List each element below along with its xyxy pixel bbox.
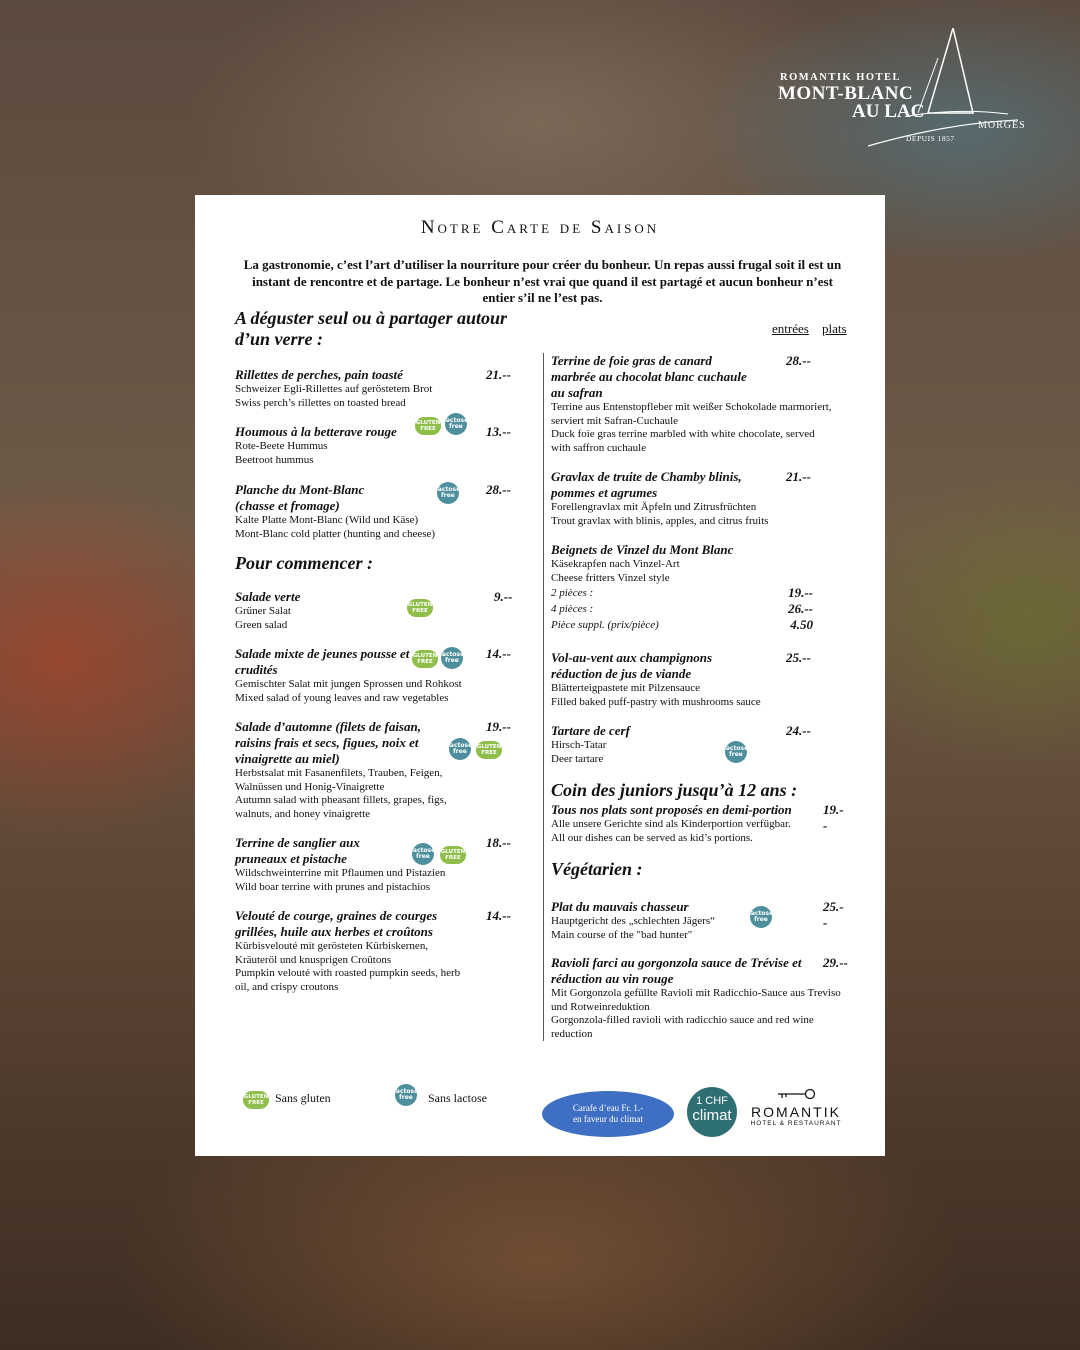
lactose-free-icon: lactose free: [395, 1084, 417, 1106]
lactose-free-icon: lactose free: [412, 843, 434, 865]
section-share: A déguster seul ou à partager autour d’un verre :: [235, 308, 508, 349]
item-name: Terrine de sanglier aux pruneaux et pistache: [235, 835, 360, 866]
gluten-free-icon: GLUTEN FREE: [440, 846, 466, 864]
item-en: Mont-Blanc cold platter (hunting and cheese): [235, 527, 436, 540]
option-price: 19.--: [788, 585, 813, 600]
logo-line3: AU LAC: [852, 101, 925, 122]
gluten-free-icon: GLUTEN FREE: [412, 650, 438, 668]
option-price: 4.50: [790, 617, 813, 632]
section-veg: Végétarien :: [551, 859, 643, 879]
item-en: Main course of the "bad hunter": [551, 928, 693, 941]
item-de: Käsekrapfen nach Vinzel-Art: [551, 558, 680, 570]
item-en: Swiss perch’s rillettes on toasted bread: [235, 396, 406, 409]
item-name: Velouté de courge, graines de courges grillées, huile aux herbes et croûtons: [235, 908, 438, 939]
hotel-logo: [778, 28, 1040, 158]
menu-item: [235, 835, 520, 894]
key-icon: [776, 1088, 816, 1100]
item-en: Gorgonzola-filled ravioli with radicchio sauce and red wine reduction: [551, 1014, 814, 1040]
lactose-free-icon: lactose free: [449, 738, 471, 760]
item-en: Filled baked puff-pastry with mushrooms sauce: [551, 695, 761, 708]
item-en: Pumpkin velouté with roasted pumpkin seeds, herb oil, and crispy croutons: [235, 967, 461, 993]
item-de: Kürbisvelouté mit gerösteten Kürbiskernen, Kräuteröl und knusprigen Croûtons: [235, 940, 429, 966]
menu-title: [195, 217, 885, 239]
item-price: 14.--: [486, 908, 511, 923]
item-en: Autumn salad with pheasant fillets, grapes, figs, walnuts, and honey vinaigrette: [235, 794, 447, 820]
option-row: [551, 601, 813, 617]
item-price: 28.--: [786, 353, 811, 368]
item-en: Cheese fritters Vinzel style: [551, 571, 670, 584]
gluten-free-icon: GLUTEN FREE: [407, 599, 433, 617]
gluten-free-icon: GLUTEN FREE: [476, 741, 502, 759]
item-de: Forellengravlax mit Äpfeln und Zitrusfrüchten: [551, 501, 757, 513]
menu-item: [235, 646, 520, 705]
menu-item: [551, 723, 836, 766]
item-de: Hauptgericht des „schlechten Jägers“: [551, 915, 716, 927]
option-row: [551, 585, 813, 601]
item-price: 25.--: [786, 650, 811, 665]
logo-line5: DEPUIS 1857: [906, 134, 955, 143]
item-price: 28.--: [486, 482, 511, 497]
legend-gluten: Sans gluten: [275, 1091, 331, 1105]
lactose-free-icon: lactose free: [441, 647, 463, 669]
item-name: Salade verte: [235, 589, 301, 604]
item-name: Terrine de foie gras de canard marbrée au chocolat blanc cuchaule au safran: [551, 353, 747, 400]
item-en: Mixed salad of young leaves and raw vegetables: [235, 691, 449, 704]
climat-line2: climat: [692, 1107, 732, 1124]
menu-item: [235, 367, 520, 410]
item-name: Salade d’automne (filets de faisan, raisins frais et secs, figues, noix et vinaigrette au miel): [235, 719, 421, 766]
romantik-line2: HOTEL & RESTAURANT: [750, 1120, 842, 1127]
item-de: Wildschweinterrine mit Pflaumen und Pistazien: [235, 867, 446, 879]
gluten-free-icon: GLUTEN FREE: [243, 1091, 269, 1109]
lactose-free-icon: lactose free: [725, 741, 747, 763]
option-label: Pièce suppl. (prix/pièce): [551, 619, 659, 631]
item-price: 18.--: [486, 835, 511, 850]
item-name: Ravioli farci au gorgonzola sauce de Trévise et réduction au vin rouge: [551, 955, 802, 986]
climat-line1: 1 CHF: [696, 1095, 728, 1107]
item-name: Tous nos plats sont proposés en demi-portion: [551, 802, 792, 817]
section-juniors: Coin des juniors jusqu’à 12 ans :: [551, 780, 798, 800]
item-name: Tartare de cerf: [551, 723, 630, 738]
item-price: 21.--: [486, 367, 511, 382]
item-en: Trout gravlax with blinis, apples, and citrus fruits: [551, 514, 769, 527]
menu-item: [551, 353, 836, 455]
item-de: Kalte Platte Mont-Blanc (Wild und Käse): [235, 514, 419, 526]
option-label: 2 pièces :: [551, 587, 594, 599]
logo-line4: MORGES: [978, 120, 1026, 131]
item-en: Wild boar terrine with prunes and pistachios: [235, 880, 431, 893]
item-price: 21.--: [786, 469, 811, 484]
menu-card: [195, 195, 885, 1156]
item-de: Terrine aus Entenstopfleber mit weißer Schokolade marmoriert, serviert mit Safran-Cuchaule: [551, 401, 832, 427]
menu-item: [551, 542, 836, 633]
item-en: Deer tartare: [551, 752, 604, 765]
item-name: Rillettes de perches, pain toasté: [235, 367, 403, 382]
item-de: Herbstsalat mit Fasanenfilets, Trauben, Feigen, Walnüssen und Honig-Vinaigrette: [235, 767, 443, 793]
item-price: 24.--: [786, 723, 811, 738]
gluten-free-icon: GLUTEN FREE: [415, 417, 441, 435]
item-name: Vol-au-vent aux champignons réduction de jus de viande: [551, 650, 713, 681]
menu-intro: La gastronomie, c’est l’art d’utiliser la nourriture pour créer du bonheur. Un repas aussi frugal soit il est un instant de rencontre et de partage. Le bonheur n’est vrai que quand il est partagé et aucun bonheur n’est entier s’il ne l’est pas.: [243, 257, 842, 305]
section-start: Pour commencer :: [235, 553, 373, 573]
item-de: Grüner Salat: [235, 605, 291, 617]
item-price: 19.--: [823, 802, 844, 833]
menu-title-text: Notre Carte de Saison: [420, 217, 660, 238]
item-de: Rote-Beete Hummus: [235, 440, 328, 452]
menu-item: [235, 908, 520, 994]
menu-item: [551, 955, 851, 1041]
item-price: 25.--: [823, 899, 844, 930]
item-en: All our dishes can be served as kid’s portions.: [551, 831, 753, 844]
item-price: 29.--: [823, 955, 848, 970]
romantik-logo: [750, 1088, 842, 1127]
item-de: Hirsch-Tatar: [551, 739, 607, 751]
item-name: Gravlax de truite de Chamby blinis, pommes et agrumes: [551, 469, 742, 500]
carafe-line1: Carafe d’eau Fr. 1.-: [572, 1103, 644, 1113]
column-entrees: entrées: [772, 321, 809, 336]
item-en: Green salad: [235, 618, 288, 631]
climat-badge: [687, 1087, 737, 1137]
menu-item: [235, 482, 520, 541]
legend-lactose: Sans lactose: [428, 1091, 487, 1105]
item-name: Houmous à la betterave rouge: [235, 424, 397, 439]
item-name: Beignets de Vinzel du Mont Blanc: [551, 542, 734, 557]
menu-item: [551, 899, 844, 942]
logo-line2: MONT-BLANC: [778, 83, 914, 104]
item-name: Salade mixte de jeunes pousse et crudités: [235, 646, 410, 677]
item-de: Mit Gorgonzola gefüllte Ravioli mit Radicchio-Sauce aus Treviso und Rotweinreduktion: [551, 987, 841, 1013]
menu-item: [551, 469, 836, 528]
item-price: 13.--: [486, 424, 511, 439]
lactose-free-icon: lactose free: [445, 413, 467, 435]
item-de: Blätterteigpastete mit Pilzensauce: [551, 682, 701, 694]
lactose-free-icon: lactose free: [437, 482, 459, 504]
option-price: 26.--: [788, 601, 813, 616]
romantik-line1: ROMANTIK: [751, 1104, 841, 1120]
item-de: Alle unsere Gerichte sind als Kinderportion verfügbar.: [551, 818, 791, 830]
menu-item: [235, 589, 520, 632]
carafe-line2: en faveur du climat: [573, 1114, 643, 1124]
column-divider: [543, 353, 544, 1041]
item-de: Gemischter Salat mit jungen Sprossen und Rohkost: [235, 678, 462, 690]
lactose-free-icon: lactose free: [750, 906, 772, 928]
item-en: Beetroot hummus: [235, 453, 314, 466]
carafe-badge: [542, 1091, 674, 1137]
item-name: Planche du Mont-Blanc (chasse et fromage): [235, 482, 365, 513]
option-label: 4 pièces :: [551, 603, 594, 615]
item-price: 9.--: [494, 589, 513, 604]
item-name: Plat du mauvais chasseur: [551, 899, 689, 914]
item-en: Duck foie gras terrine marbled with white chocolate, served with saffron cuchaule: [551, 428, 815, 454]
menu-item: [551, 650, 836, 709]
option-row: [551, 617, 813, 633]
item-price: 19.--: [486, 719, 511, 734]
menu-item: [235, 719, 520, 821]
column-plats: plats: [822, 321, 847, 336]
logo-line1: ROMANTIK HOTEL: [780, 72, 902, 83]
menu-item: [235, 424, 520, 467]
item-de: Schweizer Egli-Rillettes auf geröstetem Brot: [235, 383, 433, 395]
item-price: 14.--: [486, 646, 511, 661]
menu-item: [551, 802, 844, 845]
